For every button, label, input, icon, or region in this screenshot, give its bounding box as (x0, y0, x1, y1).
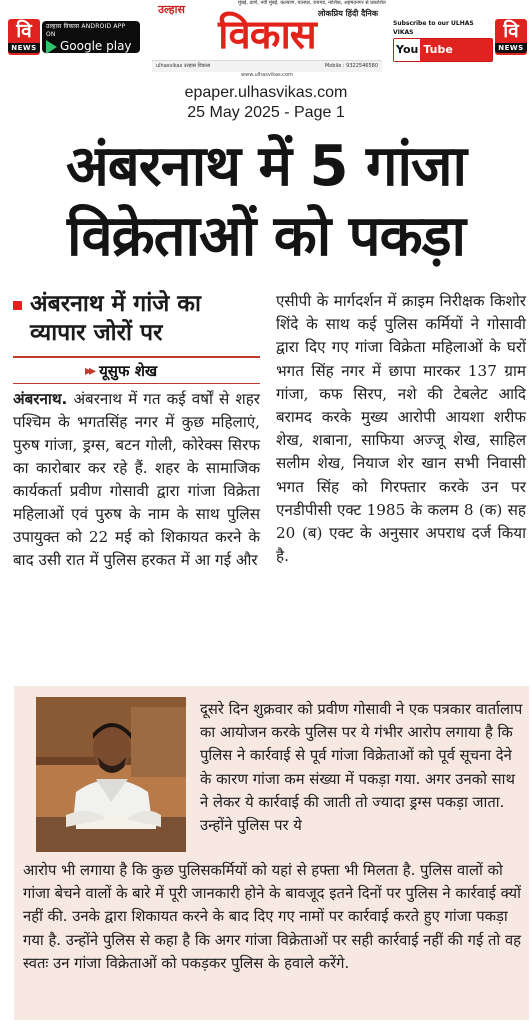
install-now-text: Install now (46, 54, 79, 61)
app-store-name: Google play (60, 39, 132, 53)
byline (13, 356, 260, 384)
newspaper-logo[interactable] (152, 0, 386, 78)
masthead (0, 0, 532, 82)
article-right-column (276, 290, 526, 568)
left-body-text: अंबरनाथ में गत कई वर्षों से शहर पश्चिम के भगतसिंह नगर में कुछ महिलाएं, पुरुष गांजा, ड्रग्स, बटन गोली, कोरेक्स सिरफ का कारोबार कर रहे हैं. शहर के सामाजिक कार्यकर्ता प्रवीण गोसावी द्वारा गांजा विक्रेता महिलाओं एवं पुरुष के नाम के साथ पुलिस उपायुक्त को 22 मई को शिकायत करने के बाद उसी रात में पुलिस हरकत में आ गई और (13, 390, 261, 569)
edition-date: 25 May 2025 - Page 1 (187, 104, 345, 121)
box-text-bottom: आरोप भी लगाया है कि कुछ पुलिसकर्मियों को यहां से हफ्ता भी मिलता है. पुलिस वालों को गांजा बेचने वालों के बारे में पूरी जानकारी होने के बावजूद इतने दिनों पर पुलिस ने कार्रवाई क्यों नहीं की. उनके द्वारा शिकायत करने के बाद दिए गए नामों पर कार्रवाई करते हुए गांजा पकड़ा गया है. उन्होंने पुलिस से कहा है कि अगर गांजा विक्रेताओं पर सही कार्रवाई नहीं की गई तो वह स्वतः उन गांजा विक्रेताओं को पकड़कर पुलिस के हवाले करेंगे. (23, 862, 522, 972)
article-subhead (13, 290, 260, 348)
dateline: अंबरनाथ. (13, 390, 68, 408)
subhead-text: अंबरनाथ में गांजे का व्यापार जोरों पर (30, 291, 201, 346)
news-badge-label: NEWS (495, 43, 527, 53)
google-play-badge[interactable] (42, 21, 140, 61)
website-label[interactable]: www.ulhasvikas.com (241, 72, 293, 78)
press-conference-box (14, 686, 529, 1020)
news-badge-letter: वि (16, 20, 32, 42)
play-store-icon (46, 40, 57, 54)
photo-man-at-table (36, 697, 186, 852)
app-badge-small-text: उल्हास विकास ANDROID APP ON (46, 23, 126, 38)
news-badge-label: NEWS (8, 43, 40, 53)
youtube-channel-badge[interactable] (393, 19, 493, 78)
news-badge-right[interactable] (495, 19, 527, 55)
square-bullet-icon (13, 301, 22, 310)
person-photo-illustration (36, 697, 186, 852)
epaper-url[interactable]: epaper.ulhasvikas.com (184, 84, 348, 101)
article-body-left (13, 388, 260, 572)
article-body-right: एसीपी के मार्गदर्शन में क्राइम निरीक्षक किशोर शिंदे के साथ कई पुलिस कर्मियों ने गोसावी द्वारा दिए गए गांजा विक्रेता महिलाओं के घरों भगत सिंह नगर में छापा मारकर 137 ग्राम गांजा, कफ सिरप, नशे की टेबलेट आदि बरामद करके मुख्य आरोपी आयशा शरीफ शेख, शबाना, साफिया अज्जू शेख, साहिल सलीम शेख, नियाज शेर खान सभी निवासी भगत सिंह को गिरफ्तार करके उन पर एनडीपीसी एक्ट 1985 के कलम 8 (क) सह 20 (ब) एक्ट के अनुसार अपराध दर्ज किया है. (276, 292, 526, 566)
social-strip (152, 60, 382, 72)
coverage-tagline: मुंबई, ठाणे, नवी मुंबई, कल्याण, पालघर, रायगड, नाशिक, अहमदनगर से प्रकाशित (238, 0, 386, 6)
mobile-number: Mobile : 9322546580 (324, 63, 378, 69)
logo-city-label: उल्हास (158, 3, 185, 16)
subscribe-text: Subscribe to our ULHAS VIKAS (393, 20, 474, 36)
news-badge-letter: वि (503, 20, 519, 42)
double-chevron-icon: ▸▸ (85, 362, 94, 379)
article-left-column (13, 290, 260, 572)
youtube-logo (393, 38, 493, 78)
page-info (0, 83, 532, 123)
newspaper-tagline: लोकप्रिय हिंदी दैनिक (317, 9, 378, 18)
main-headline: अंबरनाथ में 5 गांजा विक्रेताओं को पकड़ा (65, 134, 467, 269)
box-text-right: दूसरे दिन शुक्रवार को प्रवीण गोसावी ने एक पत्रकार वार्तालाप का आयोजन करके पुलिस पर ये गंभीर आरोप लगाया है कि पुलिस ने कार्रवाई से पूर्व गांजा विक्रेताओं को पूर्व सूचना देने के कारण गांजा कम संख्या में पकड़ा गया. अगर उनको साथ ने लेकर ये कार्रवाई की जाती तो ज्यादा ड्रग्स पकड़ा जाता. उन्होंने पुलिस पर ये (200, 701, 523, 835)
youtube-tube-text: Tube Channel (420, 39, 492, 61)
byline-author: यूसुफ शेख (99, 361, 158, 380)
news-badge-left[interactable] (8, 19, 40, 55)
logo-wordmark: विकास (218, 12, 316, 58)
youtube-you-text: You (394, 39, 420, 61)
social-handle: ulhasvikas उल्हास विकास (156, 63, 211, 69)
